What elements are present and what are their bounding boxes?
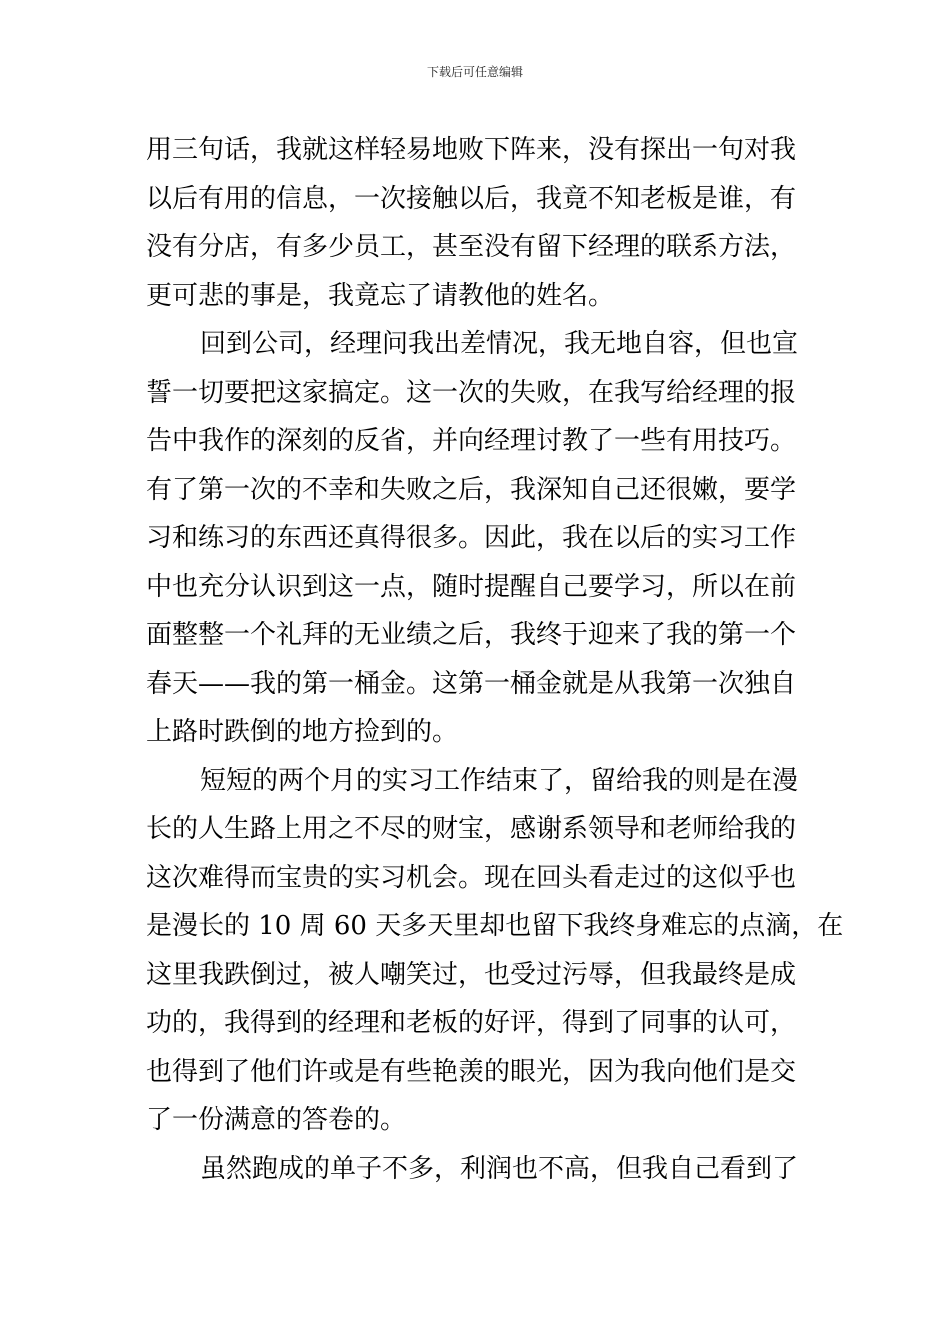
- page-header: 下载后可任意编辑: [426, 65, 523, 79]
- document-body: [146, 126, 844, 1193]
- text-line: 更可悲的事是，我竟忘了请教他的姓名。: [146, 280, 615, 311]
- paragraph-first-line: 短短的两个月的实习工作结束了，留给我的则是在漫: [200, 765, 799, 796]
- text-line: 这次难得而宝贵的实习机会。现在回头看走过的这似乎也: [146, 862, 797, 893]
- text-line: 没有分店，有多少员工，甚至没有留下经理的联系方法，: [146, 232, 797, 262]
- text-line: 也得到了他们许或是有些艳羡的眼光，因为我向他们是交: [146, 1056, 797, 1087]
- text-line: 春天——我的第一桶金。这第一桶金就是从我第一次独自: [146, 668, 797, 699]
- text-line: 上路时跌倒的地方捡到的。: [146, 717, 459, 747]
- paragraph-first-line: 虽然跑成的单子不多，利润也不高，但我自己看到了: [200, 1153, 799, 1184]
- text-line: 面整整一个礼拜的无业绩之后，我终于迎来了我的第一个: [146, 620, 797, 650]
- text-line: 长的人生路上用之不尽的财宝，感谢系领导和老师给我的: [146, 814, 797, 844]
- text-line: 这里我跌倒过，被人嘲笑过，也受过污辱，但我最终是成: [146, 959, 797, 990]
- text-line: 誓一切要把这家搞定。这一次的失败，在我写给经理的报: [146, 377, 797, 408]
- text-line: 了一份满意的答卷的。: [146, 1105, 407, 1135]
- text-line: 习和练习的东西还真得很多。因此，我在以后的实习工作: [146, 523, 797, 553]
- text-line: 中也充分认识到这一点，随时提醒自己要学习，所以在前: [146, 571, 797, 602]
- paragraph-first-line: 回到公司，经理问我出差情况，我无地自容，但也宣: [200, 329, 799, 359]
- text-line: 功的，我得到的经理和老板的好评，得到了同事的认可，: [146, 1008, 797, 1038]
- text-line: 有了第一次的不幸和失败之后，我深知自己还很嫩，要学: [146, 474, 797, 505]
- text-line: 用三句话，我就这样轻易地败下阵来，没有探出一句对我: [146, 135, 797, 165]
- text-line: 以后有用的信息，一次接触以后，我竟不知老板是谁，有: [146, 183, 797, 214]
- text-line: 告中我作的深刻的反省，并向经理讨教了一些有用技巧。: [146, 426, 797, 456]
- text-line: 是漫长的 10 周 60 天多天里却也留下我终身难忘的点滴，在: [146, 911, 844, 941]
